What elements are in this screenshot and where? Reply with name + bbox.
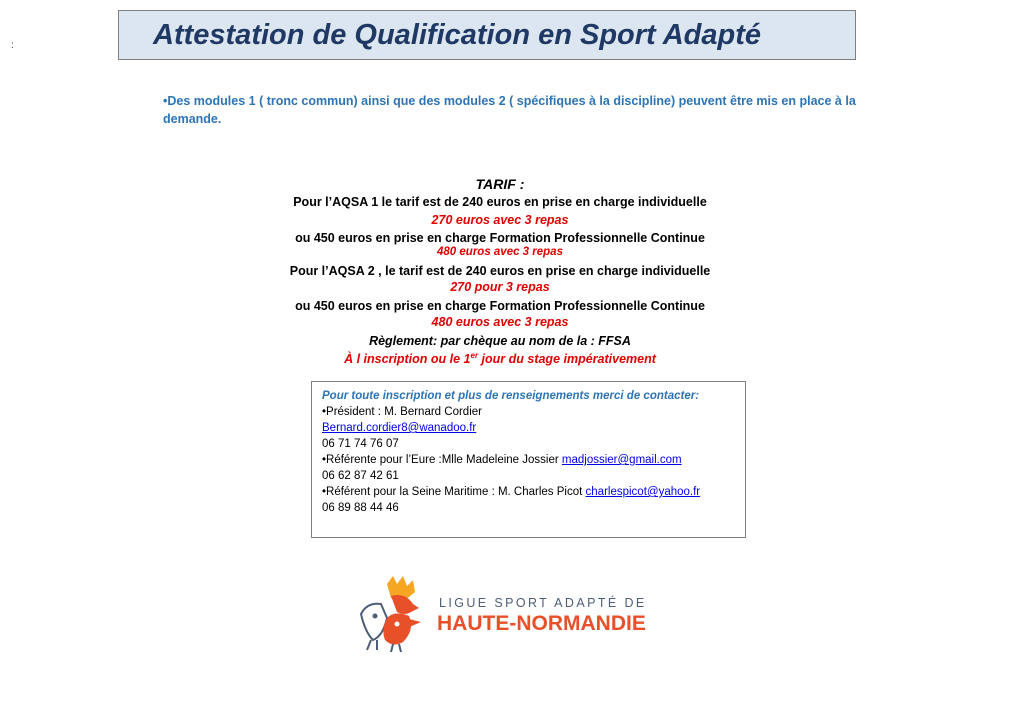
deadline-info [0, 351, 1000, 366]
contact-box [311, 381, 746, 538]
league-logo [357, 574, 667, 654]
deadline-suffix: jour du stage impérativement [478, 352, 656, 367]
aqsa2-fpc-price: ou 450 euros en prise en charge Formation Professionnelle Continue [295, 299, 705, 313]
title-banner [118, 10, 856, 60]
seine-line [322, 484, 735, 500]
eure-email-link[interactable]: madjossier@gmail.com [561, 454, 682, 466]
seine-phone: 06 89 88 44 46 [322, 502, 399, 514]
president-line: •Président : M. Bernard Cordier [322, 406, 482, 418]
logo-text-league: LIGUE SPORT ADAPTÉ DE [439, 596, 647, 610]
president-phone: 06 71 74 76 07 [322, 438, 399, 450]
logo-text-region: HAUTE-NORMANDIE [437, 612, 646, 635]
eure-label: •Référente pour l’Eure :Mlle Madeleine Jossier [322, 454, 562, 466]
page-title: Attestation de Qualification en Sport Adapté [153, 19, 761, 51]
payment-info: Règlement: par chèque au nom de la : FFSA [369, 334, 631, 348]
modules-note: •Des modules 1 ( tronc commun) ainsi que des modules 2 ( spécifiques à la discipline) peuvent être mis en place à la demande. [163, 94, 856, 126]
eure-line [322, 452, 735, 468]
contact-heading: Pour toute inscription et plus de renseignements merci de contacter: [322, 390, 700, 402]
eure-phone: 06 62 87 42 61 [322, 470, 399, 482]
rooster-icon [357, 574, 437, 654]
aqsa2-price: Pour l’AQSA 2 , le tarif est de 240 euros en prise en charge individuelle [289, 264, 711, 278]
stray-colon: : [11, 40, 14, 51]
aqsa1-fpc-meal-price: 480 euros avec 3 repas [437, 246, 563, 258]
aqsa1-price: Pour l’AQSA 1 le tarif est de 240 euros en prise en charge individuelle [293, 195, 707, 209]
seine-email-link[interactable]: charlespicot@yahoo.fr [585, 486, 701, 498]
aqsa1-meal-price: 270 euros avec 3 repas [431, 213, 569, 227]
aqsa2-meal-price: 270 pour 3 repas [450, 280, 550, 294]
deadline-prefix: À l inscription ou le 1 [344, 352, 471, 367]
deadline-superscript: er [470, 351, 479, 360]
tarif-heading: TARIF : [475, 176, 525, 192]
seine-label: •Référent pour la Seine Maritime : M. Charles Picot [322, 486, 586, 498]
aqsa1-fpc-price: ou 450 euros en prise en charge Formation Professionnelle Continue [295, 231, 705, 245]
aqsa2-fpc-meal-price: 480 euros avec 3 repas [431, 315, 569, 329]
president-email-link[interactable]: Bernard.cordier8@wanadoo.fr [322, 422, 477, 434]
